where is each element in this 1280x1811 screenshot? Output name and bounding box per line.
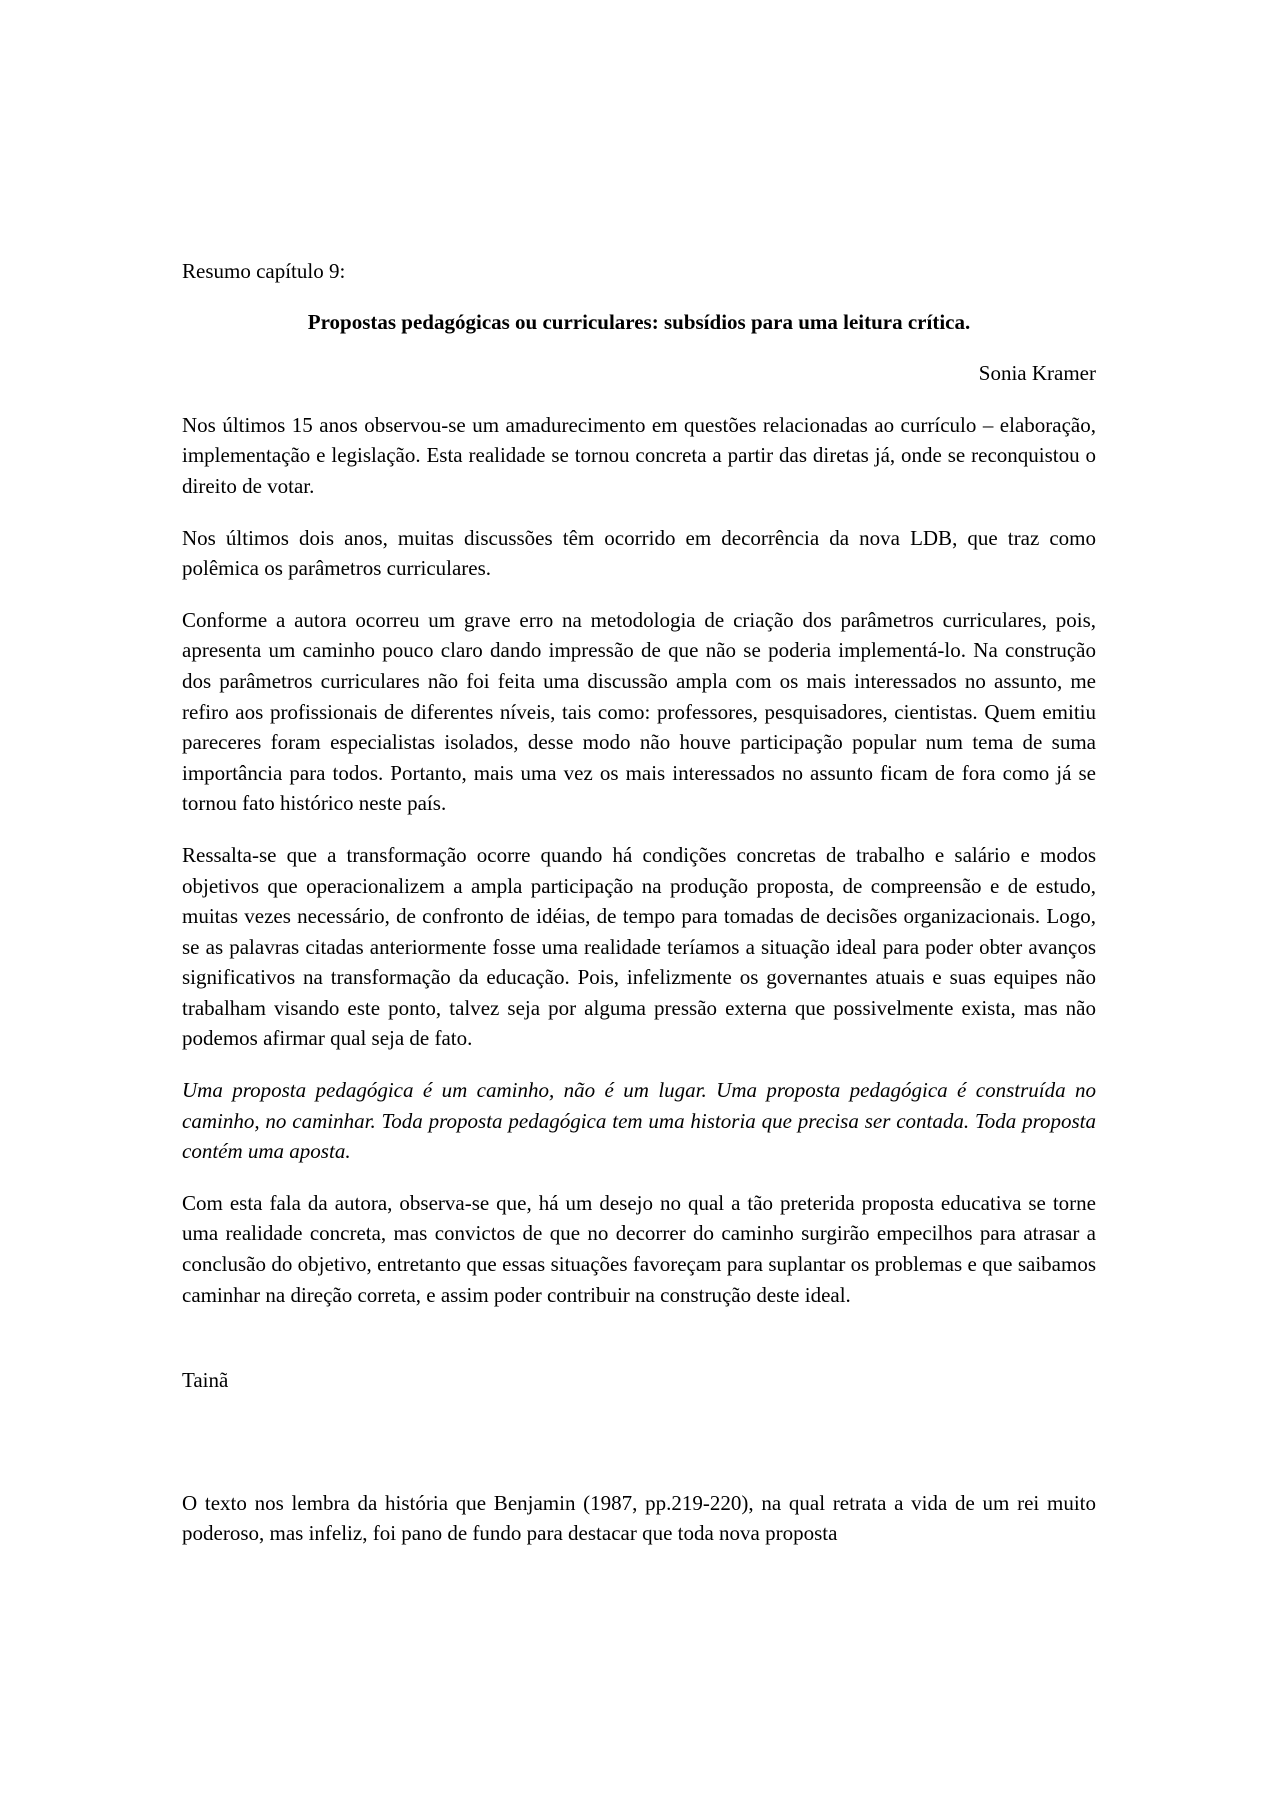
author-name: Sonia Kramer <box>978 361 1096 386</box>
document-body <box>182 256 1096 1549</box>
document-title: Propostas pedagógicas ou curriculares: subsídios para uma leitura crítica. <box>307 309 971 334</box>
italic-quote: Uma proposta pedagógica é um caminho, não é um lugar. Uma proposta pedagógica é construída no caminho, no caminhar. Toda proposta pedagógica tem uma historia que precisa ser contada. Toda proposta contém uma aposta. <box>182 1078 1096 1164</box>
body-paragraph: Nos últimos 15 anos observou-se um amadurecimento em questões relacionadas ao currículo – elaboração, implementação e legislação. Esta realidade se tornou concreta a partir das diretas já, onde se reconquistou o direito de votar. <box>182 412 1096 498</box>
body-paragraph: Nos últimos dois anos, muitas discussões têm ocorrido em decorrência da nova LDB, que traz como polêmica os parâmetros curriculares. <box>182 525 1096 581</box>
body-paragraph: Conforme a autora ocorreu um grave erro na metodologia de criação dos parâmetros curriculares, pois, apresenta um caminho pouco claro dando impressão de que não se poderia implementá-lo. Na construção dos parâmetros curriculares não foi feita uma discussão ampla com os mais interessados no assunto, me refiro aos profissionais de diferentes níveis, tais como: professores, pesquisadores, cientistas. Quem emitiu pareceres foram especialistas isolados, desse modo não houve participação popular num tema de suma importância para todos. Portanto, mais uma vez os mais interessados no assunto ficam de fora como já se tornou fato histórico neste país. <box>182 607 1096 816</box>
chapter-summary-label: Resumo capítulo 9: <box>182 259 346 283</box>
signature: Tainã <box>182 1368 229 1393</box>
closing-paragraph: Com esta fala da autora, observa-se que, há um desejo no qual a tão preterida proposta educativa se torne uma realidade concreta, mas convictos de que no decorrer do caminho surgirão empecilhos para atrasar a conclusão do objetivo, entretanto que essas situações favoreçam para suplantar os problemas e que saibamos caminhar na direção correta, e assim poder contribuir na construção deste ideal. <box>182 1190 1096 1307</box>
body-paragraph: Ressalta-se que a transformação ocorre quando há condições concretas de trabalho e salário e modos objetivos que operacionalizem a ampla participação na produção proposta, de compreensão e de estudo, muitas vezes necessário, de confronto de idéias, de tempo para tomadas de decisões organizacionais. Logo, se as palavras citadas anteriormente fosse uma realidade teríamos a situação ideal para poder obter avanços significativos na transformação da educação. Pois, infelizmente os governantes atuais e suas equipes não trabalham visando este ponto, talvez seja por alguma pressão externa que possivelmente exista, mas não podemos afirmar qual seja de fato. <box>182 842 1096 1051</box>
continuation-paragraph: O texto nos lembra da história que Benjamin (1987, pp.219-220), na qual retrata a vida de um rei muito poderoso, mas infeliz, foi pano de fundo para destacar que toda nova proposta <box>182 1490 1096 1546</box>
